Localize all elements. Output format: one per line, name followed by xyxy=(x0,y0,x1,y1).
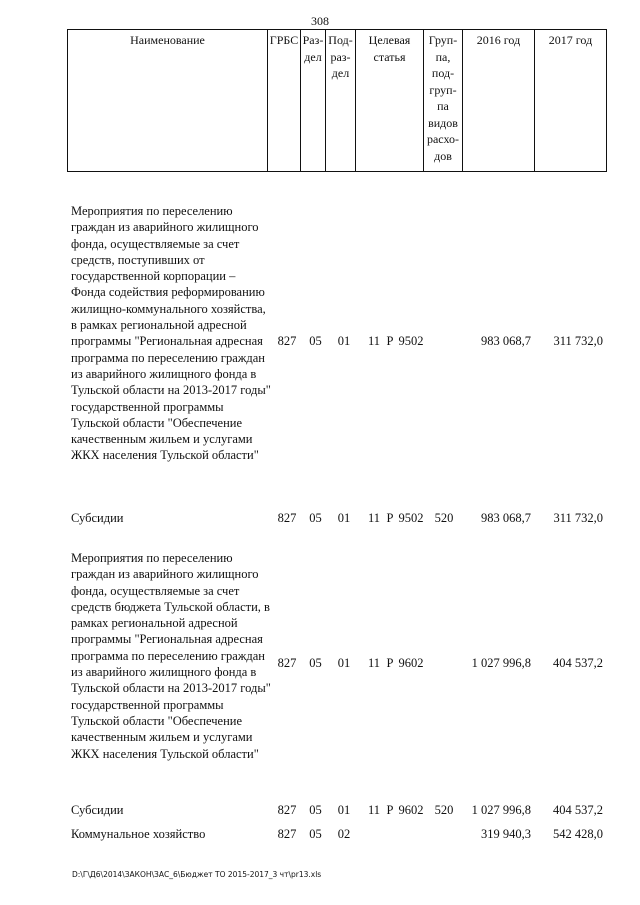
row-2016: 983 068,7 xyxy=(481,334,531,348)
row-2016: 319 940,3 xyxy=(481,827,531,841)
row-cs-program: 11 xyxy=(367,656,381,670)
page-number: 308 xyxy=(311,14,329,28)
row-razdel: 05 xyxy=(309,827,322,841)
row-grbs: 827 xyxy=(277,656,297,670)
row-grbs: 827 xyxy=(277,803,297,817)
table-header xyxy=(67,29,607,172)
header-podrazdel: Под- раз- дел xyxy=(326,30,356,171)
row-cs-program: 11 xyxy=(367,803,381,817)
row-2017: 542 428,0 xyxy=(553,827,603,841)
row-2017: 404 537,2 xyxy=(553,656,603,670)
row-2016: 1 027 996,8 xyxy=(471,803,531,817)
header-2017: 2017 год xyxy=(548,33,593,47)
header-name: Наименование xyxy=(68,30,268,171)
row-cs-sub: Р xyxy=(386,656,394,670)
row-name: Мероприятия по переселению граждан из аварийного жилищного фонда, осуществляемые за счет средств, поступивших от государственной корпорации – Фонда содействия реформированию жилищно-коммунального хозяйства, в рамках региональной адресной программы "Региональная адресная программа по переселению граждан из аварийного жилищного фонда в Тульской области на 2013-2017 годы" государственной программы Тульской области "Обеспечение качественным жильем и услугами ЖКХ населения Тульской области" xyxy=(71,204,271,463)
header-celevaya: Целевая статья xyxy=(356,30,424,171)
row-podrazdel: 01 xyxy=(337,334,351,348)
row-cs-code: 9502 xyxy=(398,334,424,348)
row-name: Мероприятия по переселению граждан из аварийного жилищного фонда, осуществляемые за счет средств бюджета Тульской области, в рамках региональной адресной программы "Региональная адресная программа по переселению граждан из аварийного жилищного фонда в Тульской области на 2013-2017 годы" государственной программы Тульской области "Обеспечение качественным жильем и услугами ЖКХ населения Тульской области" xyxy=(71,551,271,761)
header-razdel: Раз- дел xyxy=(301,30,326,171)
row-grbs: 827 xyxy=(277,511,297,525)
row-razdel: 05 xyxy=(309,511,322,525)
row-name: Субсидии xyxy=(71,511,124,525)
row-podrazdel: 02 xyxy=(337,827,351,841)
row-2017: 311 732,0 xyxy=(553,511,603,525)
row-podrazdel: 01 xyxy=(337,803,351,817)
row-cs-code: 9602 xyxy=(398,656,424,670)
row-name: Коммунальное хозяйство xyxy=(71,827,206,841)
header-2016: 2016 год xyxy=(463,30,535,171)
header-gruppa: Груп- па, под- груп- па видов расхо- дов xyxy=(424,30,463,171)
row-cs-code: 9602 xyxy=(398,803,424,817)
row-gruppa: 520 xyxy=(434,511,454,525)
row-cs-program: 11 xyxy=(367,511,381,525)
row-razdel: 05 xyxy=(309,803,322,817)
row-podrazdel: 01 xyxy=(337,656,351,670)
row-gruppa: 520 xyxy=(434,803,454,817)
row-razdel: 05 xyxy=(309,656,322,670)
table-row xyxy=(67,802,607,820)
table-row xyxy=(67,203,607,473)
row-cs-code: 9502 xyxy=(398,511,424,525)
row-cs-sub: Р xyxy=(386,334,394,348)
table-row xyxy=(67,510,607,528)
row-razdel: 05 xyxy=(309,334,322,348)
row-cs-sub: Р xyxy=(386,803,394,817)
row-grbs: 827 xyxy=(277,334,297,348)
row-name: Субсидии xyxy=(71,803,124,817)
row-2016: 983 068,7 xyxy=(481,511,531,525)
row-2017: 311 732,0 xyxy=(553,334,603,348)
row-2016: 1 027 996,8 xyxy=(471,656,531,670)
table-row xyxy=(67,550,607,775)
file-path-footer: D:\Г\Д6\2014\ЗАКОН\ЗАС_6\Бюджет ТО 2015-2017_3 чт\pr13.xls xyxy=(72,870,322,879)
row-grbs: 827 xyxy=(277,827,297,841)
row-cs-program: 11 xyxy=(367,334,381,348)
row-podrazdel: 01 xyxy=(337,511,351,525)
table-row xyxy=(67,826,607,844)
header-grbs: ГРБС xyxy=(268,30,301,171)
row-2017: 404 537,2 xyxy=(553,803,603,817)
row-cs-sub: Р xyxy=(386,511,394,525)
